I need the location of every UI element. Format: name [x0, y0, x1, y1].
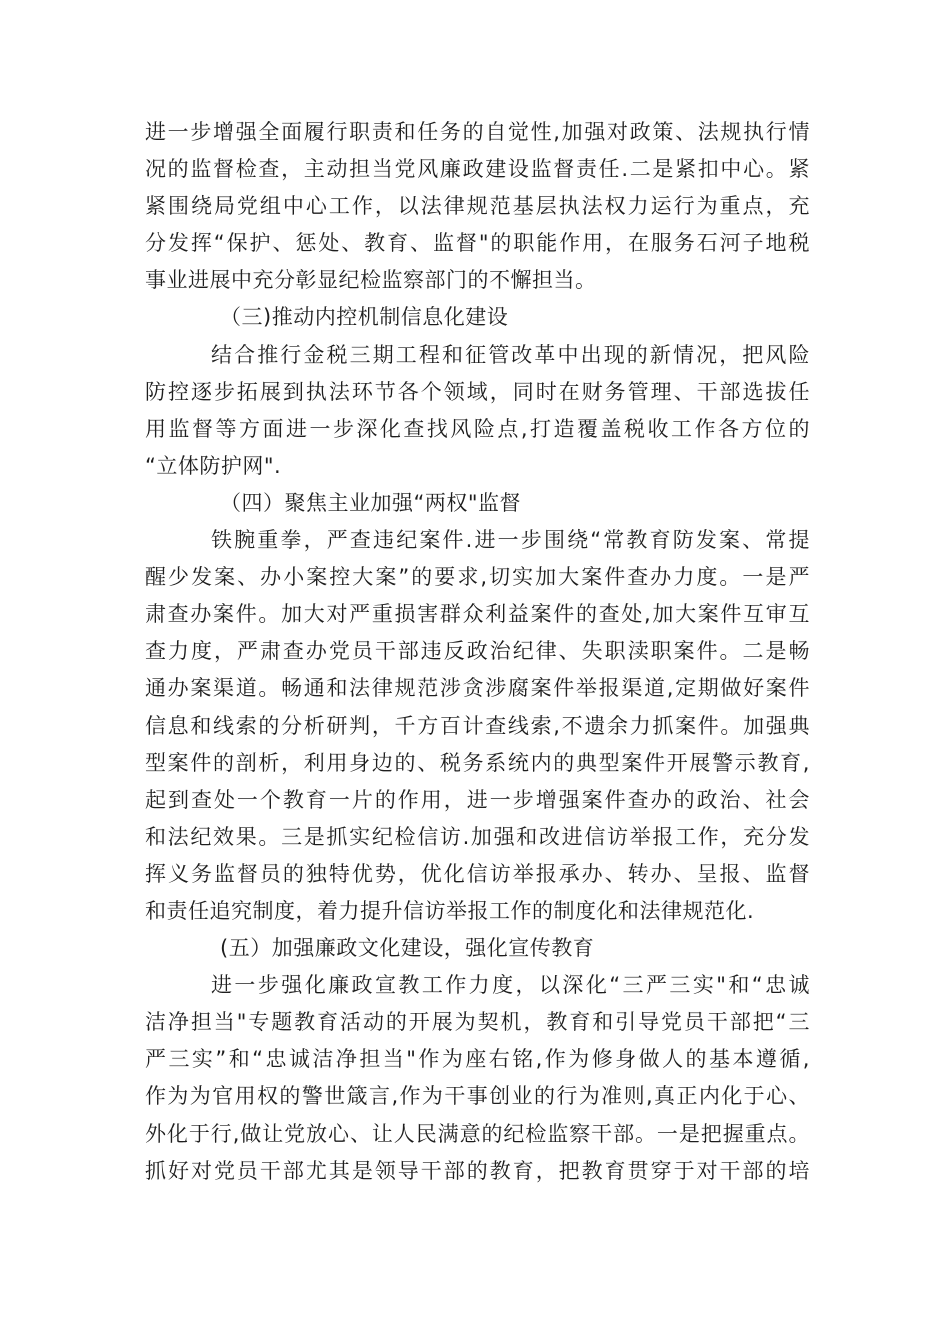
body-line: 查力度，严肃查办党员干部违反政治纪律、失职渎职案件。二是畅	[145, 639, 810, 664]
body-line: 和法纪效果。三是抓实纪检信访.加强和改进信访举报工作，充分发	[145, 824, 810, 849]
body-line: 进一步增强全面履行职责和任务的自觉性,加强对政策、法规执行情	[145, 120, 810, 144]
body-line: 起到查处一个教育一片的作用，进一步增强案件查办的政治、社会	[145, 787, 810, 812]
body-line: 外化于行,做让党放心、让人民满意的纪检监察干部。一是把握重点。	[145, 1121, 810, 1146]
body-line: 通办案渠道。畅通和法律规范涉贪涉腐案件举报渠道,定期做好案件	[145, 676, 810, 701]
body-line: 铁腕重拳，严查违纪案件.进一步围绕“常教育防发案、常提	[211, 528, 810, 553]
body-line: 防控逐步拓展到执法环节各个领域，同时在财务管理、干部选拔任	[145, 379, 810, 404]
body-line: 和责任追究制度，着力提升信访举报工作的制度化和法律规范化.	[145, 898, 755, 923]
body-line: 醒少发案、办小案控大案”的要求,切实加大案件查办力度。一是严	[145, 565, 810, 590]
body-line: 型案件的剖析，利用身边的、税务系统内的典型案件开展警示教育,	[145, 750, 810, 775]
body-line: 抓好对党员干部尤其是领导干部的教育，把教育贯穿于对干部的培	[145, 1158, 810, 1183]
section-heading: （四）聚焦主业加强“两权"监督	[220, 490, 522, 515]
body-line: 挥义务监督员的独特优势，优化信访举报承办、转办、呈报、监督	[145, 861, 810, 886]
body-line: 分发挥“保护、惩处、教育、监督"的职能作用，在服务石河子地税	[145, 231, 810, 256]
body-line: 作为为官用权的警世箴言,作为干事创业的行为准则,真正内化于心、	[145, 1084, 810, 1109]
body-line: 事业进展中充分彰显纪检监察部门的不懈担当。	[145, 268, 597, 293]
body-line: 肃查办案件。加大对严重损害群众利益案件的查处,加大案件互审互	[145, 602, 810, 627]
body-line: 结合推行金税三期工程和征管改革中出现的新情况，把风险	[211, 342, 810, 367]
body-line: 进一步强化廉政宣教工作力度，以深化“三严三实"和“忠诚	[211, 973, 810, 998]
body-line: 信息和线索的分析研判，千方百计查线索,不遗余力抓案件。加强典	[145, 713, 810, 738]
body-line: 用监督等方面进一步深化查找风险点,打造覆盖税收工作各方位的	[145, 416, 810, 441]
body-line: “立体防护网".	[145, 453, 282, 478]
body-line: 紧围绕局党组中心工作，以法律规范基层执法权力运行为重点，充	[145, 194, 810, 219]
document-body	[145, 114, 810, 1190]
body-line: 严三实”和“忠诚洁净担当"作为座右铭,作为修身做人的基本遵循,	[145, 1047, 810, 1072]
body-line: 况的监督检查，主动担当党风廉政建设监督责任.二是紧扣中心。紧	[145, 157, 810, 182]
section-heading: (五）加强廉政文化建设，强化宣传教育	[220, 936, 595, 961]
body-line: 洁净担当"专题教育活动的开展为契机，教育和引导党员干部把“三	[145, 1010, 810, 1035]
section-heading: （三)推动内控机制信息化建设	[220, 305, 509, 330]
